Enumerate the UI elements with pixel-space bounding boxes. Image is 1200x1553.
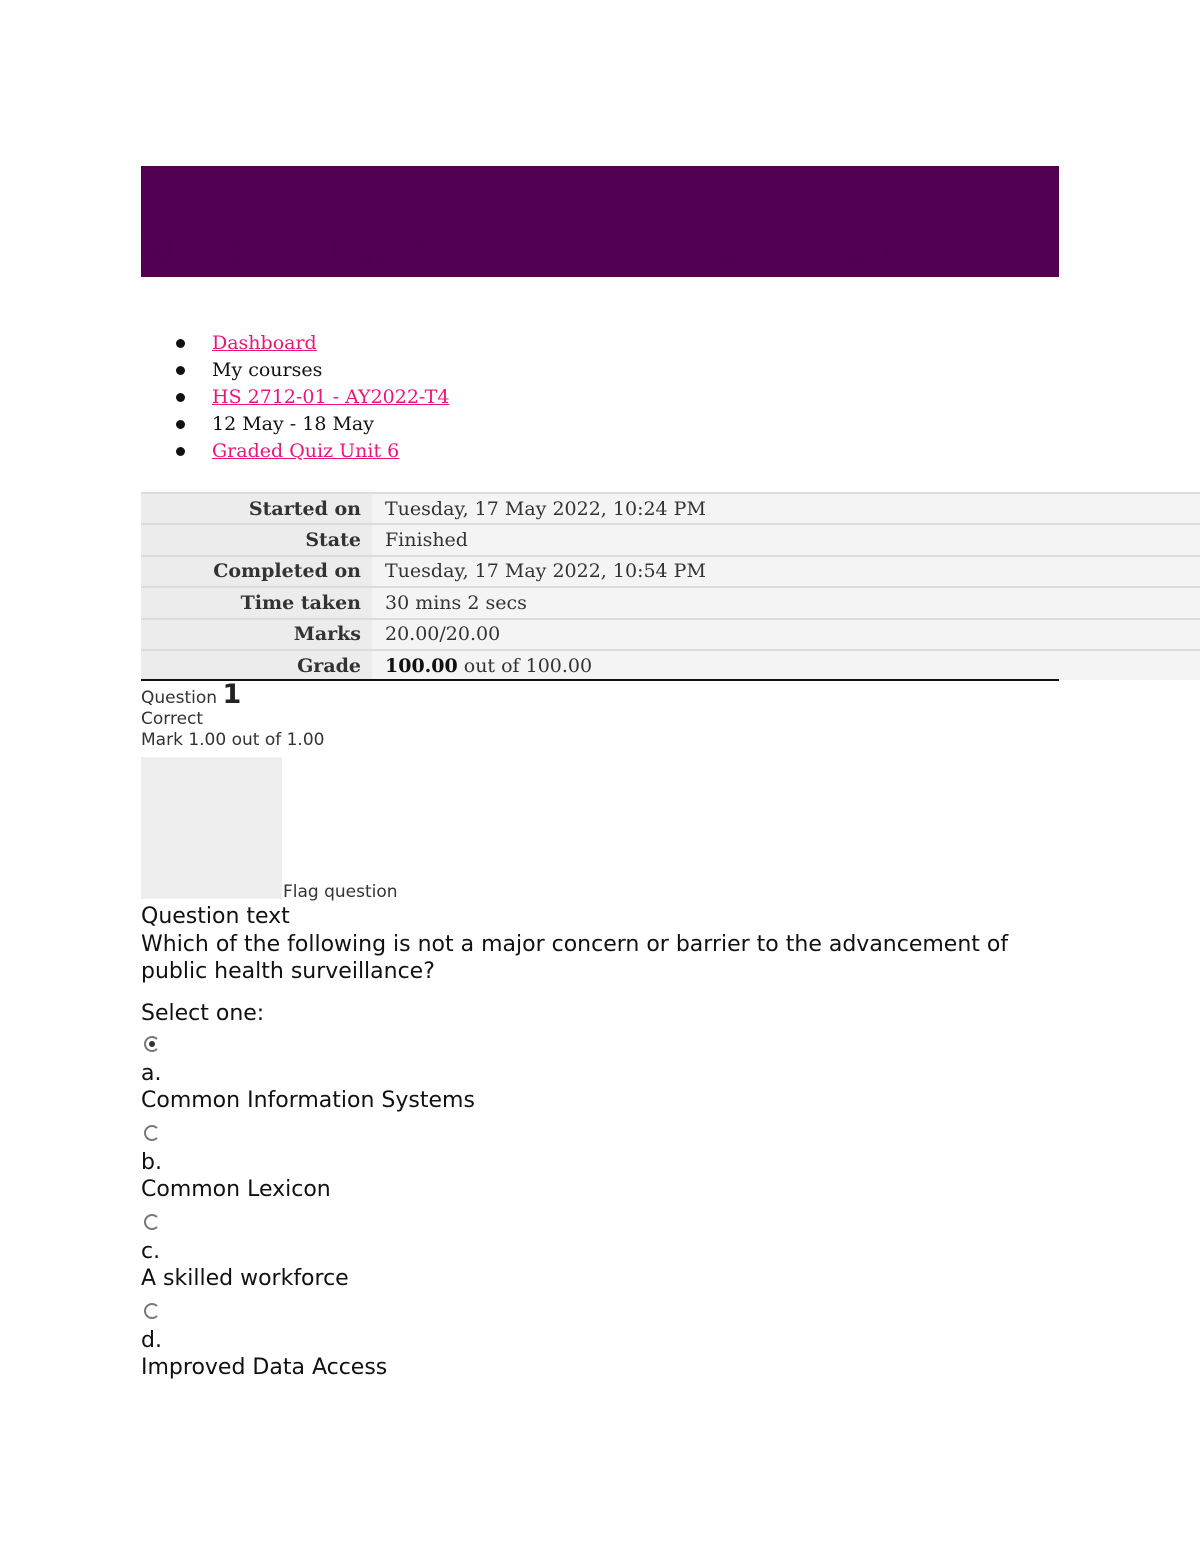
answer-letter: a. [141, 1061, 162, 1086]
grade-out-of: out of 100.00 [457, 654, 593, 677]
answer-text: Improved Data Access [141, 1355, 388, 1380]
answer-text: Common Lexicon [141, 1177, 331, 1202]
question-prefix: Question [141, 688, 218, 708]
answer-text: Common Information Systems [141, 1088, 475, 1113]
breadcrumb-link-course[interactable]: HS 2712-01 - AY2022-T4 [212, 386, 450, 408]
summary-row-grade [141, 649, 1200, 680]
summary-value: Tuesday, 17 May 2022, 10:24 PM [372, 492, 1200, 523]
breadcrumb-item-quiz [212, 438, 449, 465]
answer-option-c[interactable] [141, 1214, 841, 1292]
summary-row-started [141, 492, 1200, 523]
radio-icon[interactable] [144, 1125, 160, 1141]
summary-value: Finished [372, 523, 1200, 554]
question-text-label: Question text [141, 904, 290, 929]
summary-label: Time taken [141, 586, 372, 617]
question-text: Which of the following is not a major concern or barrier to the advancement of public health surveillance? [141, 932, 1009, 984]
breadcrumb-item-dashboard [212, 330, 449, 357]
question-number-line [141, 679, 324, 710]
summary-row-completed [141, 555, 1200, 586]
breadcrumb-item-week: 12 May - 18 May [212, 411, 449, 438]
summary-label: Marks [141, 618, 372, 649]
breadcrumb [212, 330, 449, 465]
grade-score: 100.00 [385, 654, 458, 677]
summary-label: Started on [141, 492, 372, 523]
select-one-label: Select one: [141, 1001, 265, 1026]
summary-value: Tuesday, 17 May 2022, 10:54 PM [372, 555, 1200, 586]
answer-option-a[interactable] [141, 1036, 841, 1114]
answer-letter: b. [141, 1150, 162, 1175]
answer-option-d[interactable] [141, 1303, 841, 1381]
question-number: 1 [222, 679, 242, 710]
radio-icon[interactable] [144, 1214, 160, 1230]
answer-option-b[interactable] [141, 1125, 841, 1203]
question-status: Correct [141, 709, 204, 729]
breadcrumb-item-course [212, 384, 449, 411]
summary-row-marks [141, 618, 1200, 649]
answer-letter: c. [141, 1239, 161, 1264]
breadcrumb-link-quiz[interactable]: Graded Quiz Unit 6 [212, 440, 400, 462]
summary-row-time-taken [141, 586, 1200, 617]
breadcrumb-item-my-courses: My courses [212, 357, 449, 384]
breadcrumb-link-dashboard[interactable]: Dashboard [212, 332, 317, 354]
summary-label: Completed on [141, 555, 372, 586]
radio-checked-icon[interactable] [144, 1036, 160, 1052]
summary-row-state [141, 523, 1200, 554]
summary-value: 20.00/20.00 [372, 618, 1200, 649]
radio-icon[interactable] [144, 1303, 160, 1319]
flag-question-link[interactable]: Flag question [283, 882, 398, 902]
question-mark: Mark 1.00 out of 1.00 [141, 730, 325, 750]
summary-value: 30 mins 2 secs [372, 586, 1200, 617]
summary-label: Grade [141, 649, 372, 680]
page-title[interactable]: HS 2712-01 Health Science 2 - AY2022-T4 [141, 228, 891, 274]
answer-text: A skilled workforce [141, 1266, 349, 1291]
summary-divider [141, 679, 1059, 681]
summary-value [372, 649, 1200, 680]
quiz-summary-table [141, 492, 1200, 680]
flag-image-placeholder [141, 757, 282, 899]
answer-letter: d. [141, 1328, 162, 1353]
summary-label: State [141, 523, 372, 554]
question-info [141, 679, 325, 751]
